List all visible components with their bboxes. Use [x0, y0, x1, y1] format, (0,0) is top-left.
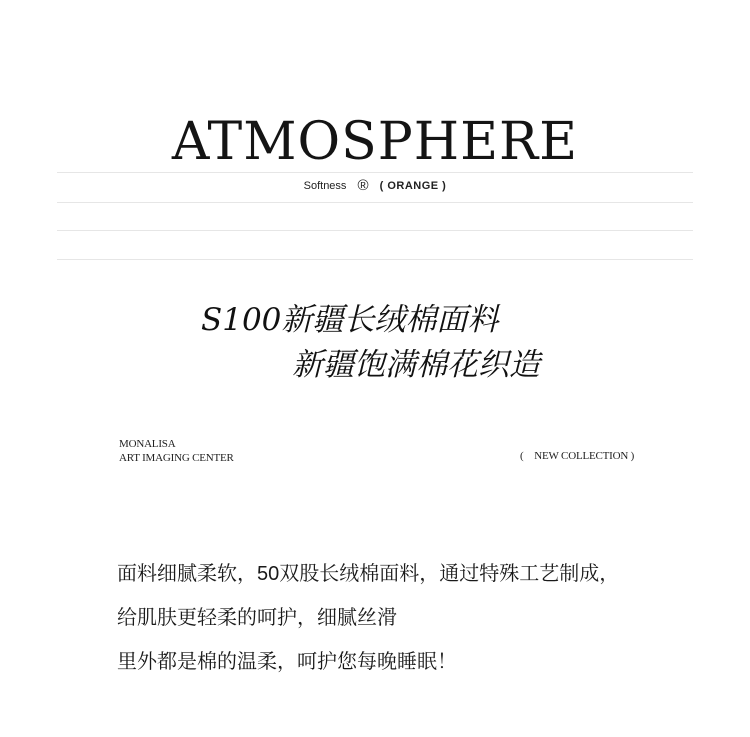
credit-left-line-1: MONALISA — [119, 438, 176, 450]
tagline-brand: ( ORANGE ) — [379, 180, 447, 192]
divider-2 — [57, 202, 693, 203]
description-line-2: 给肌肤更轻柔的呵护，细腻丝滑 — [117, 607, 397, 629]
hero-title: ATMOSPHERE — [171, 112, 579, 172]
divider-4 — [57, 259, 693, 260]
divider-3 — [57, 230, 693, 231]
description-line-1: 面料细腻柔软，50双股长绒棉面料，通过特殊工艺制成， — [117, 563, 620, 585]
headline-line-1: S100新疆长绒棉面料 — [201, 302, 499, 338]
credit-left — [119, 437, 234, 465]
headline-line-2: 新疆饱满棉花织造 — [292, 347, 540, 383]
registered-mark: ® — [357, 177, 369, 194]
tagline-softness: Softness — [303, 180, 347, 192]
description-line-3: 里外都是棉的温柔，呵护您每晚睡眠！ — [117, 651, 457, 673]
tagline — [0, 177, 750, 195]
divider-1 — [57, 172, 693, 173]
credit-left-line-2: ART IMAGING CENTER — [119, 452, 234, 464]
credit-right: ( NEW COLLECTION ) — [520, 450, 635, 462]
